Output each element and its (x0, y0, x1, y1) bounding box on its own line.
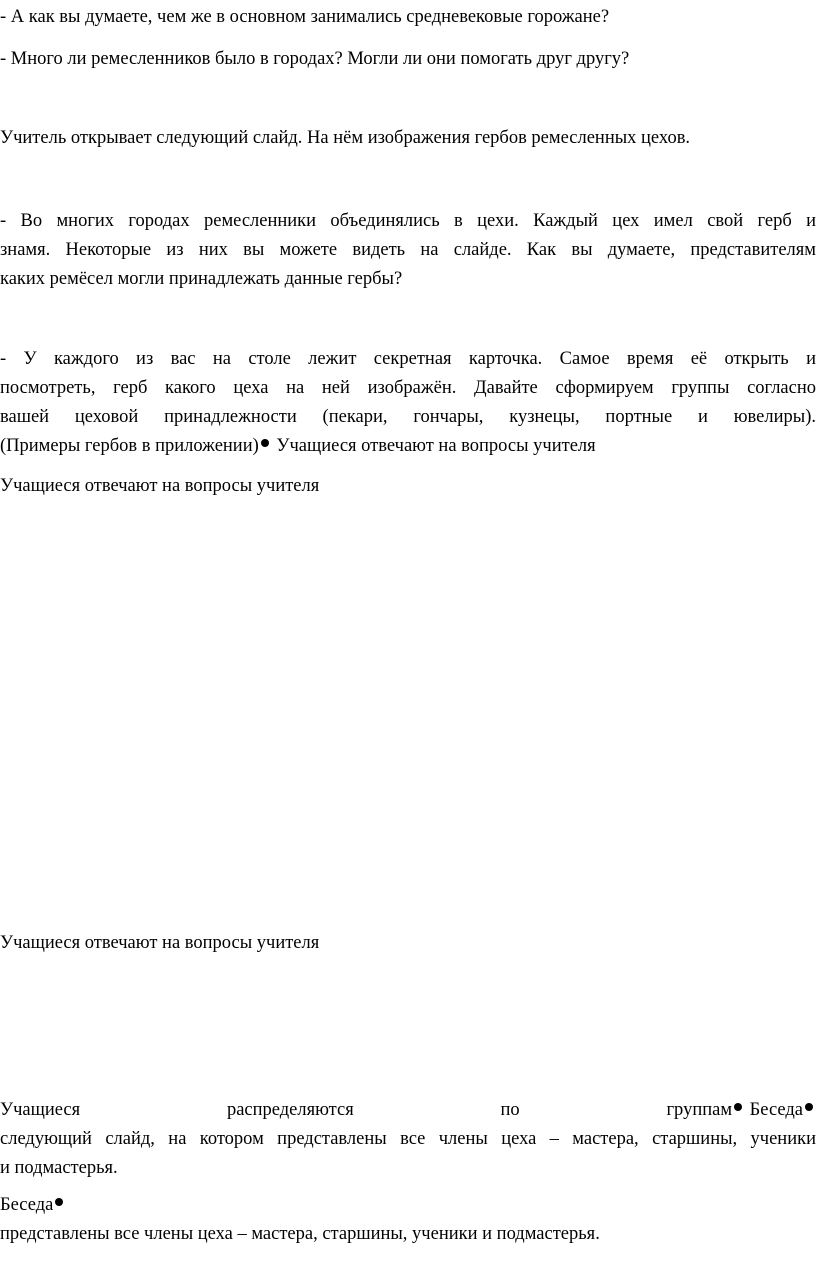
text-fragment: распределяются (226, 1100, 354, 1120)
text-line: - А как вы думаете, чем же в основном занимались средневековые горожане? (0, 7, 610, 27)
text-line (0, 1191, 816, 1220)
text-fragment (666, 1096, 816, 1125)
text-fragment: Учащиеся (0, 1100, 81, 1120)
text-line: Учащиеся отвечают на вопросы учителя (0, 933, 320, 953)
text-line (0, 432, 816, 461)
bullet-icon (805, 1103, 813, 1111)
text-fragment: по (500, 1100, 520, 1120)
text-line: знамя. Некоторые из них вы можете видеть на слайде. Как вы думаете, представителям (0, 240, 816, 260)
paragraph-students-answer-1 (0, 472, 816, 501)
text-line: Учитель открывает следующий слайд. На нём изображения гербов ремесленных цехов. (0, 128, 691, 148)
paragraph-question-townspeople (0, 3, 816, 32)
paragraph-question-craftsmen (0, 45, 816, 74)
text-line: - У каждого из вас на столе лежит секретная карточка. Самое время её открыть и (0, 349, 816, 369)
paragraph-guilds (0, 207, 816, 294)
paragraph-students-answer-2 (0, 929, 816, 958)
text-line: Учащиеся отвечают на вопросы учителя (0, 476, 320, 496)
text-fragment: Беседа (0, 1195, 54, 1215)
bullet-icon (734, 1103, 742, 1111)
paragraph-students-groups (0, 1096, 816, 1183)
text-line: вашей цеховой принадлежности (пекари, гончары, кузнецы, портные и ювелиры). (0, 407, 816, 427)
bullet-icon (261, 439, 269, 447)
text-line: - Много ли ремесленников было в городах? Могли ли они помогать друг другу? (0, 49, 630, 69)
text-fragment: Учащиеся отвечают на вопросы учителя (271, 436, 596, 456)
text-line: представлены все члены цеха – мастера, старшины, ученики и подмастерья. (0, 1224, 600, 1244)
paragraph-conversation (0, 1191, 816, 1249)
text-line: следующий слайд, на котором представлены все члены цеха – мастера, старшины, ученики (0, 1129, 816, 1149)
bullet-icon (55, 1198, 63, 1206)
paragraph-teacher-slide (0, 124, 816, 153)
text-line: - Во многих городах ремесленники объединялись в цехи. Каждый цех имел свой герб и (0, 211, 816, 231)
paragraph-secret-card (0, 345, 816, 461)
text-line (0, 1096, 816, 1125)
text-fragment: (Примеры гербов в приложении) (0, 436, 259, 456)
text-fragment: группам (666, 1100, 733, 1120)
text-line: и подмастерья. (0, 1158, 118, 1178)
text-line: каких ремёсел могли принадлежать данные гербы? (0, 269, 403, 289)
text-line: посмотреть, герб какого цеха на ней изображён. Давайте сформируем группы согласно (0, 378, 816, 398)
text-fragment: Беседа (745, 1100, 803, 1120)
